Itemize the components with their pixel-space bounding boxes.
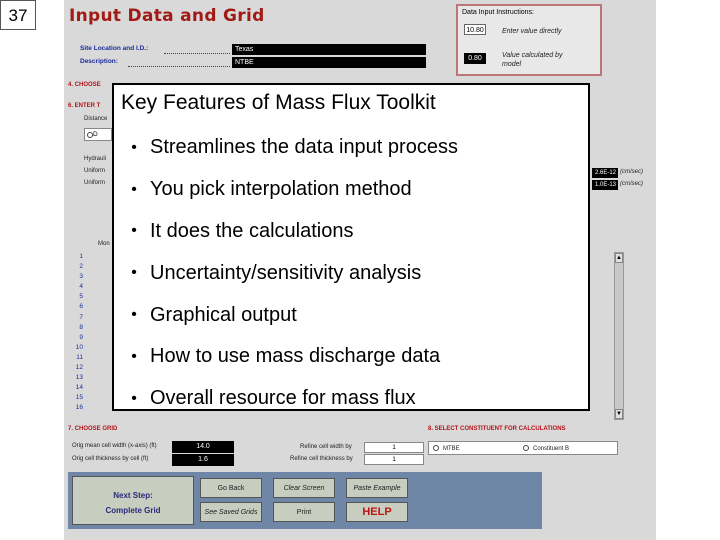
constituent-a-label: MTBE [443, 446, 460, 452]
row-number: 11 [76, 353, 83, 361]
next-step-label: Next Step: [113, 491, 153, 500]
section-6-label: 6. ENTER T [68, 103, 101, 109]
unit-label-2: (cm/sec) [620, 181, 643, 187]
calculated-example: 0.80 [464, 53, 486, 64]
dotted-leader [128, 66, 230, 67]
feature-text: How to use mass discharge data [150, 345, 441, 368]
option-radio[interactable] [87, 132, 93, 138]
grid-width-label: Orig mean cell width (x-axis) (ft) [72, 443, 157, 449]
scroll-down-icon[interactable]: ▼ [616, 411, 622, 417]
constituent-b-radio[interactable] [523, 445, 529, 451]
row-number-column [69, 253, 83, 415]
scroll-up-icon[interactable]: ▲ [616, 255, 622, 261]
row-number: 2 [79, 263, 83, 271]
feature-list [118, 127, 458, 420]
monitoring-label: Mon [98, 241, 110, 247]
option-label: D [93, 131, 98, 138]
feature-text: Overall resource for mass flux [150, 387, 416, 410]
slide-number: 37 [0, 0, 36, 30]
print-button[interactable]: Print [273, 502, 335, 522]
refine-width-label: Refine cell width by [300, 444, 352, 450]
list-item [118, 336, 458, 378]
constituent-selector[interactable] [428, 441, 618, 455]
instructions-heading: Data Input Instructions: [462, 9, 534, 16]
description-label: Description: [80, 58, 118, 65]
grid-width-field[interactable]: 14.0 [172, 441, 234, 453]
feature-text: Graphical output [150, 303, 297, 326]
grid-thickness-label: Orig cell thickness by cell (ft) [72, 456, 149, 462]
key-features-callout [112, 83, 590, 411]
constituent-a-radio[interactable] [433, 445, 439, 451]
calculated-text-2: model [502, 61, 522, 68]
sheet-title: Input Data and Grid [69, 6, 265, 26]
data-input-instructions [456, 4, 602, 76]
hydraulic-label: Hydrauli [84, 156, 107, 162]
row-number: 4 [79, 283, 83, 291]
row-number: 5 [79, 293, 83, 301]
direct-entry-example: 10.80 [464, 24, 486, 35]
bullet-icon: • [131, 306, 137, 324]
row-number: 14 [75, 384, 83, 392]
row-number: 12 [75, 364, 83, 372]
unit-label-1: (cm/sec) [620, 169, 643, 175]
list-item [118, 378, 458, 420]
list-item [118, 252, 458, 294]
list-item [118, 127, 458, 169]
row-number: 6 [79, 303, 83, 311]
clear-screen-button[interactable]: Clear Screen [273, 478, 335, 498]
bullet-icon: • [131, 264, 137, 282]
description-field[interactable]: NTBE [232, 57, 426, 68]
bullet-icon: • [131, 222, 137, 240]
row-number: 1 [79, 253, 83, 260]
list-item [118, 169, 458, 211]
row-number: 10 [75, 343, 83, 351]
option-box[interactable] [84, 128, 112, 141]
section-7-label: 7. CHOOSE GRID [68, 426, 118, 432]
help-button[interactable]: HELP [346, 502, 408, 522]
list-item [118, 211, 458, 253]
paste-example-button[interactable]: Paste Example [346, 478, 408, 498]
feature-text: You pick interpolation method [150, 178, 412, 201]
bullet-icon: • [131, 389, 137, 407]
row-number: 7 [79, 313, 83, 321]
site-location-field[interactable]: Texas [232, 44, 426, 55]
section-8-label: 8. SELECT CONSTITUENT FOR CALCULATIONS [428, 426, 566, 432]
row-number: 9 [79, 333, 83, 341]
feature-text: Uncertainty/sensitivity analysis [150, 261, 422, 284]
uniform-label-2: Uniform [84, 180, 106, 186]
calculated-text-1: Value calculated by [502, 52, 563, 59]
constituent-b-label: Constituent B [533, 446, 570, 452]
feature-text: It does the calculations [150, 219, 354, 242]
section-4-label: 4. CHOOSE [68, 82, 101, 88]
vertical-scrollbar[interactable] [614, 252, 624, 420]
next-step-button[interactable] [72, 476, 194, 525]
site-location-label: Site Location and I.D.: [80, 45, 149, 52]
bullet-icon: • [131, 347, 137, 365]
uniform-value-1[interactable]: 2.6E-12 [592, 168, 618, 178]
refine-width-field[interactable]: 1 [364, 442, 424, 453]
uniform-value-2[interactable]: 1.0E-13 [592, 180, 618, 190]
callout-title: Key Features of Mass Flux Toolkit [121, 91, 436, 114]
dotted-leader [164, 53, 230, 54]
row-number: 8 [79, 323, 83, 331]
refine-thickness-field[interactable]: 1 [364, 454, 424, 465]
feature-text: Streamlines the data input process [150, 136, 458, 159]
refine-thickness-label: Refine cell thickness by [290, 456, 353, 462]
row-number: 3 [79, 273, 83, 281]
row-number: 13 [75, 374, 83, 382]
row-number: 15 [75, 394, 83, 402]
direct-entry-text: Enter value directly [502, 28, 562, 35]
bullet-icon: • [131, 138, 137, 156]
list-item [118, 294, 458, 336]
grid-thickness-field[interactable]: 1.6 [172, 454, 234, 466]
navigation-panel [68, 472, 542, 529]
next-step-target: Complete Grid [105, 506, 161, 515]
distance-label: Distance [84, 116, 108, 122]
bullet-icon: • [131, 180, 137, 198]
see-saved-grids-button[interactable]: See Saved Grids [200, 502, 262, 522]
row-number: 16 [75, 404, 83, 412]
uniform-label-1: Uniform [84, 168, 106, 174]
go-back-button[interactable]: Go Back [200, 478, 262, 498]
